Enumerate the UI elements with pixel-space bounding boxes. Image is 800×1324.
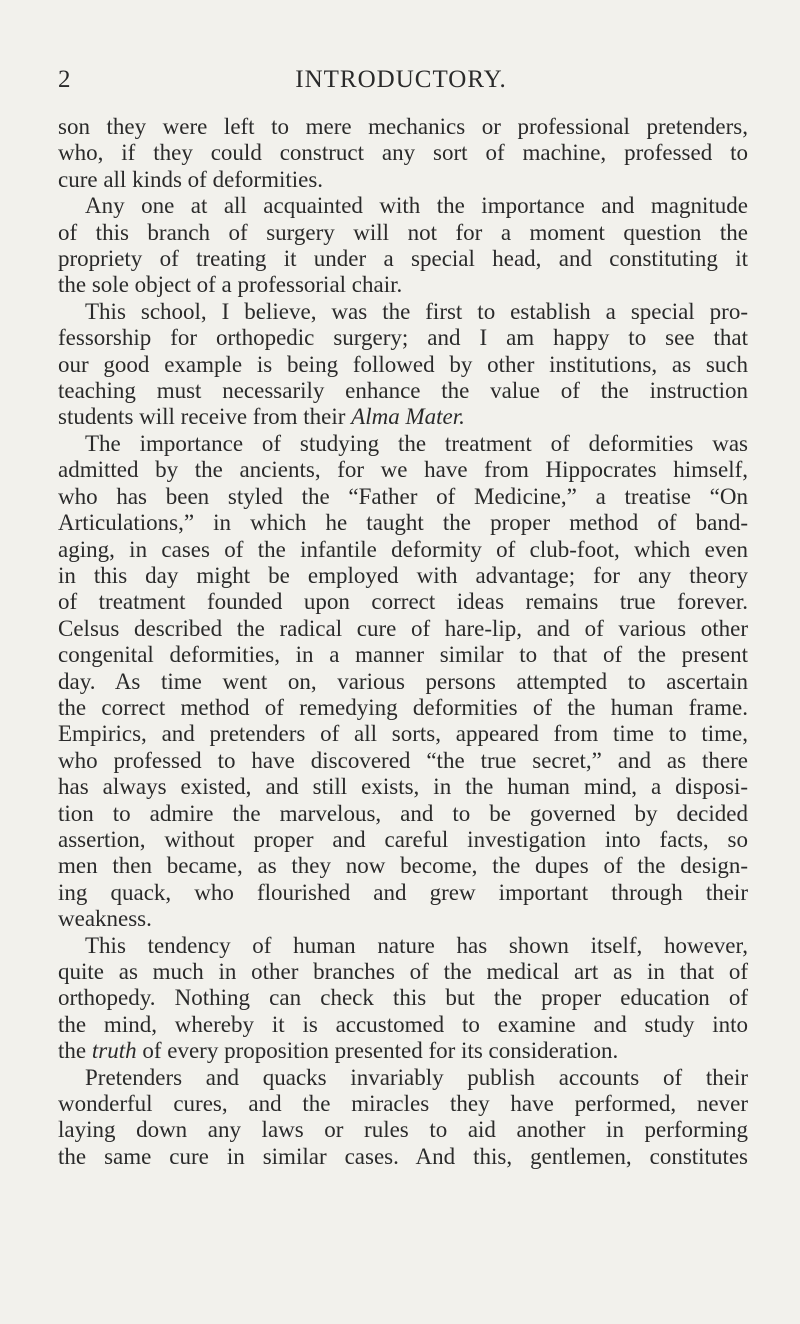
- text-line: wonderful cures, and the miracles they have performed, never: [58, 1091, 748, 1117]
- text-line: cure all kinds of deformities.: [58, 166, 324, 192]
- text-line: admitted by the ancients, for we have from Hippocrates himself,: [58, 457, 748, 483]
- text-line: [58, 1038, 748, 1064]
- text-line: has always existed, and still exists, in the human mind, a disposi-: [58, 774, 748, 800]
- text-line: The importance of studying the treatment of deformities was: [85, 430, 748, 456]
- text-line: assertion, without proper and careful investigation into facts, so: [58, 826, 748, 852]
- text-line: Empirics, and pretenders of all sorts, appeared from time to time,: [58, 721, 748, 747]
- text-line: Any one at all acquainted with the importance and magnitude: [85, 193, 748, 219]
- text-line: the same cure in similar cases. And this, gentlemen, constitutes: [58, 1143, 748, 1169]
- text-line: teaching must necessarily enhance the value of the instruction: [58, 378, 748, 404]
- text-line: fessorship for orthopedic surgery; and I am happy to see that: [58, 325, 748, 351]
- text-line: ing quack, who flourished and grew important through their: [58, 879, 748, 905]
- text-line: of this branch of surgery will not for a moment question the: [58, 219, 748, 245]
- text-fragment: students will receive from their: [58, 404, 352, 430]
- body-text: [58, 114, 748, 1170]
- text-fragment: of every proposition presented for its consideration.: [142, 1038, 619, 1064]
- text-line: who, if they could construct any sort of machine, professed to: [58, 140, 748, 166]
- text-line: in this day might be employed with advantage; for any theory: [58, 562, 748, 588]
- text-line: who has been styled the “Father of Medicine,” a treatise “On: [58, 483, 748, 509]
- text-line: congenital deformities, in a manner similar to that of the present: [58, 642, 748, 668]
- text-line: of treatment founded upon correct ideas remains true forever.: [58, 589, 748, 615]
- text-line: day. As time went on, various persons attempted to ascertain: [58, 668, 748, 694]
- text-line: This school, I believe, was the first to establish a special pro-: [85, 298, 748, 324]
- page-number: 2: [58, 66, 71, 93]
- text-line: men then became, as they now become, the dupes of the design-: [58, 853, 748, 879]
- italic-word: truth: [91, 1038, 137, 1064]
- text-line: Celsus described the radical cure of hare-lip, and of various other: [58, 615, 748, 641]
- text-line: quite as much in other branches of the medical art as in that of: [58, 959, 748, 984]
- italic-phrase: Alma Mater.: [351, 404, 465, 430]
- text-line: our good example is being followed by other institutions, as such: [58, 351, 748, 377]
- text-line: aging, in cases of the infantile deformity of club-foot, which even: [58, 536, 748, 562]
- text-line: Pretenders and quacks invariably publish accounts of their: [85, 1064, 748, 1090]
- text-line: This tendency of human nature has shown itself, however,: [85, 932, 748, 958]
- text-line: Articulations,” in which he taught the proper method of band-: [58, 510, 748, 536]
- text-line: tion to admire the marvelous, and to be governed by decided: [58, 800, 748, 826]
- text-fragment: the: [58, 1038, 92, 1064]
- running-title: INTRODUCTORY.: [295, 66, 507, 93]
- text-line: [58, 404, 748, 430]
- text-line: propriety of treating it under a special head, and constituting it: [58, 246, 748, 272]
- text-line: the mind, whereby it is accustomed to examine and study into: [58, 1011, 748, 1037]
- text-line: the correct method of remedying deformities of the human frame.: [58, 694, 748, 720]
- text-line: laying down any laws or rules to aid another in performing: [58, 1117, 748, 1143]
- text-line: orthopedy. Nothing can check this but the proper education of: [58, 985, 748, 1011]
- text-line: son they were left to mere mechanics or professional pretenders,: [58, 114, 748, 139]
- running-head: [58, 66, 744, 96]
- text-line: who professed to have discovered “the true secret,” and as there: [58, 747, 748, 773]
- text-line: weakness.: [58, 906, 152, 932]
- text-line: the sole object of a professorial chair.: [58, 272, 403, 298]
